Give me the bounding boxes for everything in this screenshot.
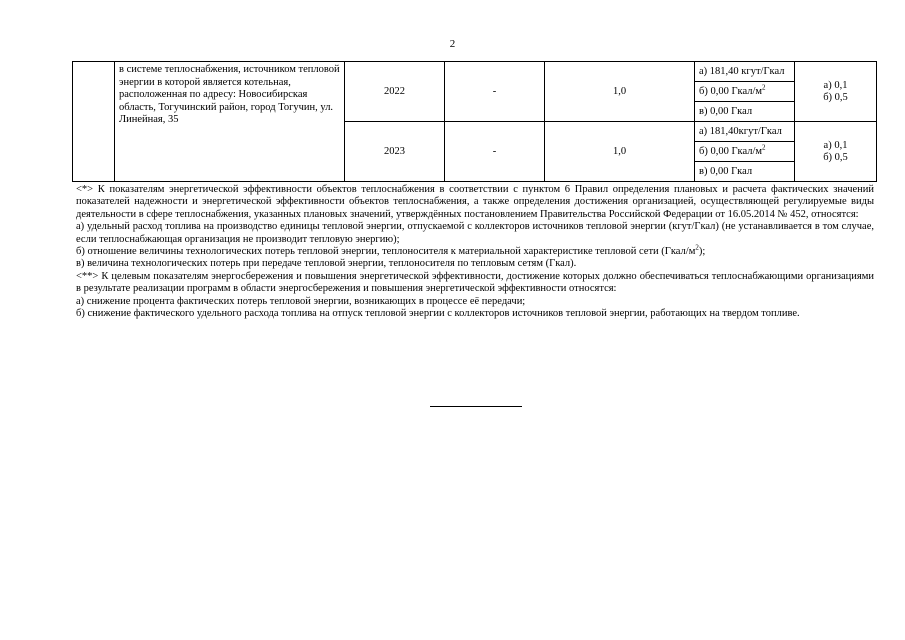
energy-indicator-b: б) 0,00 Гкал/$м^2$ — [695, 82, 795, 102]
target-a: а) 0,1 — [823, 139, 848, 151]
energy-indicator-c: в) 0,00 Гкал — [695, 162, 795, 182]
indicators-table — [72, 61, 877, 182]
page-number: 2 — [449, 38, 456, 50]
energy-indicator-b: б) 0,00 Гкал/$м^2$ — [695, 142, 795, 162]
value-cell: 1,0 — [545, 122, 695, 182]
note1-item-c: в) величина технологических потерь при передаче тепловой энергии, теплоносителя по тепловым сетям (Гкал). — [76, 258, 577, 270]
energy-indicator-a: а) 181,40кгут/Гкал — [695, 122, 795, 142]
system-description: в системе теплоснабжения, источником тепловой энергии в которой является котельная, расположенная по адресу: Новосибирская область, Тогучинский район, город Тогучин, ул. Линейная, 35 — [115, 62, 345, 182]
target-indicators — [795, 122, 877, 182]
end-divider — [430, 406, 522, 407]
empty-cell — [73, 62, 115, 182]
target-b: б) 0,5 — [823, 151, 848, 163]
value-cell: - — [445, 122, 545, 182]
note1-intro: <*> К показателям энергетической эффективности объектов теплоснабжения в соответствии с пунктом 6 Правил определения плановых и расчета фактических значений показателей надежности и энергетической эффективности объектов теплоснабжения, а также определения достижения организацией, осуществляющей регулируемые виды деятельности в сфере теплоснабжения, указанных плановых значений, утверждённых постановлением Правительства Российской Федерации от 16.05.2014 № 452, относятся: — [76, 184, 874, 220]
energy-indicator-c: в) 0,00 Гкал — [695, 102, 795, 122]
note2-intro: <**> К целевым показателям энергосбережения и повышения энергетической эффективности, достижение которых должно обеспечиваться теплоснабжающими организациями в результате реализации программ в области энергосбережения и повышения энергетической эффективности относятся: — [76, 270, 874, 295]
year-cell: 2022 — [345, 62, 445, 122]
target-indicators — [795, 62, 877, 122]
note1-item-b: б) отношение величины технологических потерь тепловой энергии, теплоносителя к материальной характеристике тепловой сети $(Гкал/м^2)$; — [76, 243, 706, 258]
note2-item-b: б) снижение фактического удельного расхода топлива на отпуск тепловой энергии с коллекторов источников тепловой энергии, работающих на твердом топливе. — [76, 308, 800, 320]
year-cell: 2023 — [345, 122, 445, 182]
value-cell: - — [445, 62, 545, 122]
table-row — [73, 62, 877, 82]
note1-item-a: а) удельный расход топлива на производство единицы тепловой энергии, отпускаемой с коллекторов источников тепловой энергии (кгут/Гкал) (не устанавливается в том случае, если теплоснабжающая организация не производит тепловую энергию); — [76, 221, 874, 245]
value-cell: 1,0 — [545, 62, 695, 122]
target-b: б) 0,5 — [823, 91, 848, 103]
footnotes — [76, 184, 874, 320]
target-a: а) 0,1 — [823, 79, 848, 91]
energy-indicator-a: а) 181,40 кгут/Гкал — [695, 62, 795, 82]
note2-item-a: а) снижение процента фактических потерь тепловой энергии, возникающих в процессе её передачи; — [76, 295, 526, 307]
